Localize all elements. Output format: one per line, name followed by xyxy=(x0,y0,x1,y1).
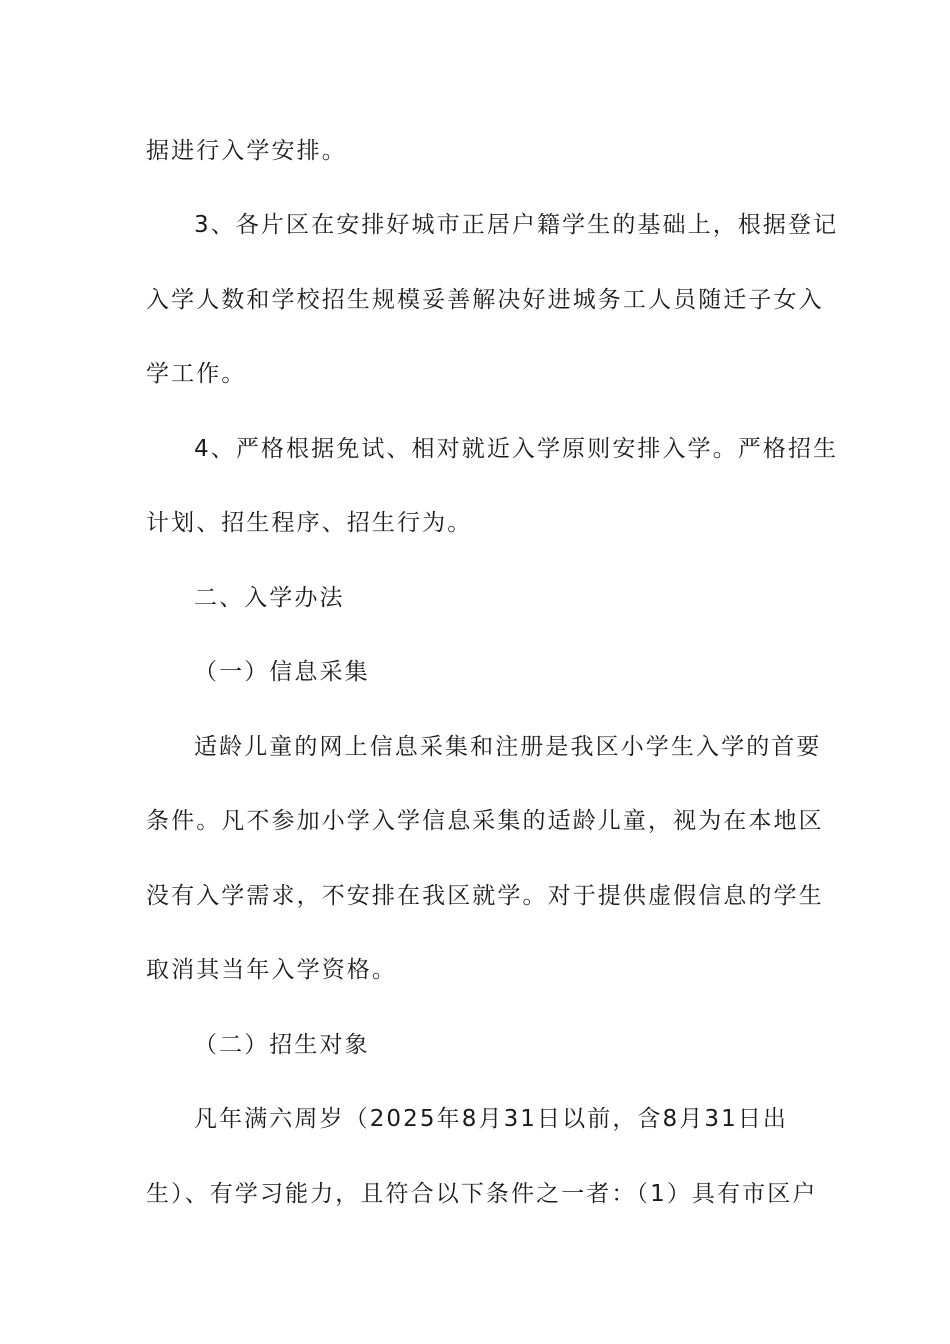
paragraph-line: 生）、有学习能力，且符合以下条件之一者：（1）具有市区户 xyxy=(146,1181,818,1207)
paragraph-line: 没有入学需求，不安排在我区就学。对于提供虚假信息的学生 xyxy=(146,883,824,909)
paragraph-line: 4、严格根据免试、相对就近入学原则安排入学。严格招生 xyxy=(194,436,839,462)
subsection-heading: （一）信息采集 xyxy=(194,659,370,685)
paragraph-line: 取消其当年入学资格。 xyxy=(146,957,397,983)
paragraph-line: 计划、招生程序、招生行为。 xyxy=(146,510,473,536)
paragraph-line: 入学人数和学校招生规模妥善解决好进城务工人员随迁子女入 xyxy=(146,287,824,313)
paragraph-line: 凡年满六周岁（2025年8月31日以前，含8月31日出 xyxy=(194,1106,789,1132)
paragraph-line: 据进行入学安排。 xyxy=(146,138,347,164)
paragraph-line: 3、各片区在安排好城市正居户籍学生的基础上，根据登记 xyxy=(194,212,839,238)
subsection-heading: （二）招生对象 xyxy=(194,1032,370,1058)
section-heading: 二、入学办法 xyxy=(194,585,345,611)
paragraph-line: 学工作。 xyxy=(146,361,247,387)
paragraph-line: 适龄儿童的网上信息采集和注册是我区小学生入学的首要 xyxy=(194,734,822,760)
paragraph-line: 条件。凡不参加小学入学信息采集的适龄儿童，视为在本地区 xyxy=(146,808,824,834)
